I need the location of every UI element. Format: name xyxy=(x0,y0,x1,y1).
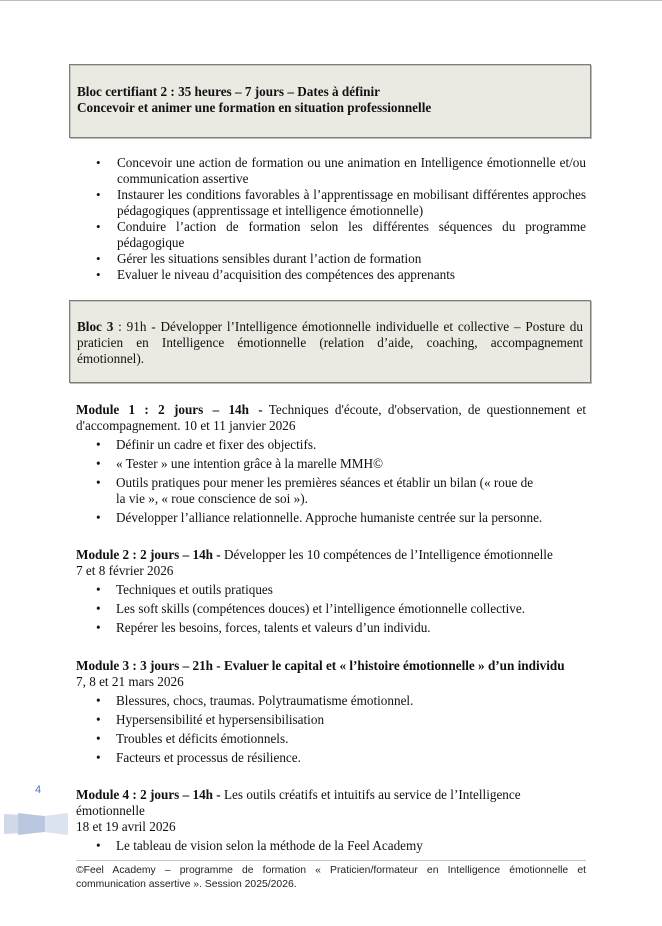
list-item: • Blessures, chocs, traumas. Polytraumatisme émotionnel. xyxy=(96,693,586,709)
module-heading xyxy=(76,547,586,563)
list-item: • Les soft skills (compétences douces) et l’intelligence émotionnelle collective. xyxy=(96,601,586,617)
bloc2-subtitle: Concevoir et animer une formation en situation professionnelle xyxy=(77,100,432,115)
bloc2-header-box xyxy=(69,64,591,138)
module-heading xyxy=(76,402,586,434)
list-item: • Instaurer les conditions favorables à l’apprentissage en mobilisant différentes approches pédagogiques (apprentissage et intelligence émotionnelle) xyxy=(96,187,586,219)
module-description: Développer les 10 compétences de l’Intelligence émotionnelle xyxy=(220,547,553,562)
module-4 xyxy=(76,787,586,854)
module-description: Les outils créatifs et intuitifs au service de l’Intelligence émotionnelle xyxy=(76,787,521,818)
module-title: Module 3 : 3 jours – 21h - Evaluer le capital et « l’histoire émotionnelle » d’un individu xyxy=(76,658,565,673)
list-item: • Repérer les besoins, forces, talents et valeurs d’un individu. xyxy=(96,620,586,636)
footer-divider xyxy=(76,860,586,861)
list-item: • Gérer les situations sensibles durant l’action de formation xyxy=(96,251,586,267)
list-item: • Hypersensibilité et hypersensibilisation xyxy=(96,712,586,728)
list-item: • Facteurs et processus de résilience. xyxy=(96,750,586,766)
module-topic-list xyxy=(96,582,586,636)
module-heading xyxy=(76,787,546,819)
list-item: • Définir un cadre et fixer des objectifs. xyxy=(96,437,586,453)
module-topic-list xyxy=(96,838,586,854)
list-item: • Développer l’alliance relationnelle. Approche humaniste centrée sur la personne. xyxy=(96,510,586,526)
list-item: • « Tester » une intention grâce à la marelle MMH© xyxy=(96,456,586,472)
module-description: Techniques d'écoute, d'observation, de questionnement et d'accompagnement. 10 et 11 janvier 2026 xyxy=(76,402,586,433)
list-item: • Evaluer le niveau d’acquisition des compétences des apprenants xyxy=(96,267,586,283)
module-dates: 7, 8 et 21 mars 2026 xyxy=(76,674,184,689)
module-title: Module 2 : 2 jours – 14h - xyxy=(76,547,221,562)
bloc3-label: Bloc 3 xyxy=(77,319,114,334)
module-2 xyxy=(76,547,586,636)
bloc3-header-box xyxy=(69,300,591,383)
module-title: Module 4 : 2 jours – 14h - xyxy=(76,787,221,802)
bloc3-text: : 91h - Développer l’Intelligence émotionnelle individuelle et collective – Posture du praticien en Intelligence émotionnelle (relation d’aide, coaching, accompagnement émotionnel). xyxy=(77,319,583,366)
list-item: • Outils pratiques pour mener les premières séances et établir un bilan (« roue de la vie », « roue conscience de soi »). xyxy=(96,475,536,507)
module-heading xyxy=(76,658,586,674)
module-dates: 18 et 19 avril 2026 xyxy=(76,819,176,834)
list-item: • Le tableau de vision selon la méthode de la Feel Academy xyxy=(96,838,586,854)
module-title: Module 1 : 2 jours – 14h - xyxy=(76,402,263,417)
bloc3-description xyxy=(77,319,583,367)
module-3 xyxy=(76,658,586,766)
module-1 xyxy=(76,402,586,526)
page-number: 4 xyxy=(35,784,42,796)
bloc2-competency-list xyxy=(96,155,586,283)
list-item: • Concevoir une action de formation ou une animation en Intelligence émotionnelle et/ou communication assertive xyxy=(96,155,586,187)
page-footer: ©Feel Academy – programme de formation « Praticien/formateur en Intelligence émotionnelle et communication assertive ». Session 2025/2026. xyxy=(76,865,586,890)
list-item: • Troubles et déficits émotionnels. xyxy=(96,731,586,747)
page-number-ribbon-icon xyxy=(4,810,68,836)
page-top-border xyxy=(0,0,662,1)
module-topic-list xyxy=(96,693,586,766)
list-item: • Conduire l’action de formation selon les différentes séquences du programme pédagogique xyxy=(96,219,586,251)
bloc2-title: Bloc certifiant 2 : 35 heures – 7 jours – Dates à définir xyxy=(77,84,381,99)
module-topic-list xyxy=(96,437,586,526)
module-dates: 7 et 8 février 2026 xyxy=(76,563,174,578)
list-item: • Techniques et outils pratiques xyxy=(96,582,586,598)
